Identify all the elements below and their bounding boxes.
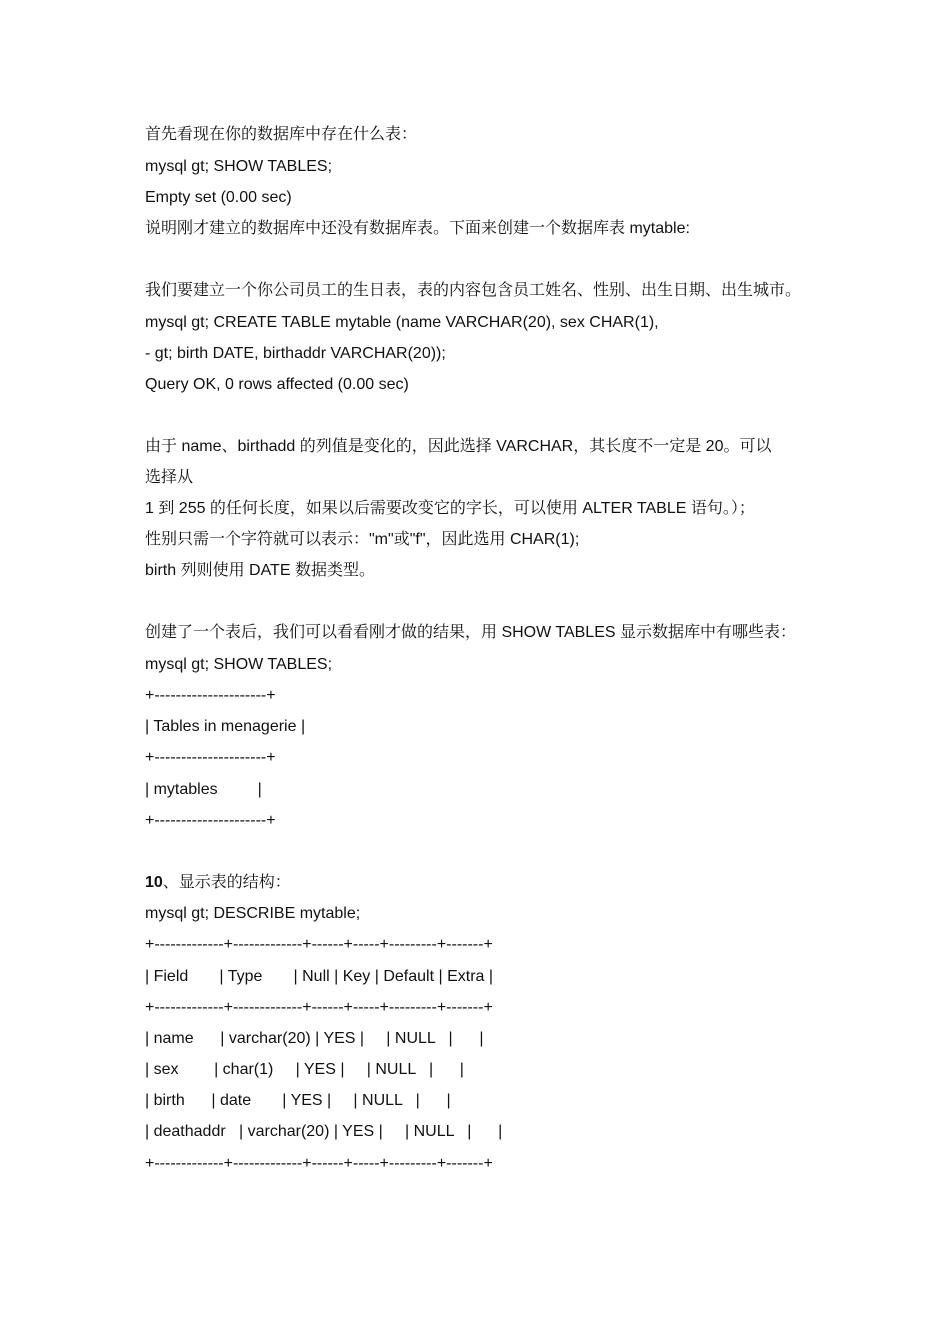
text-line: 性别只需一个字符就可以表示："m"或"f"，因此选用 CHAR(1); xyxy=(145,531,580,548)
code-line: mysql gt; SHOW TABLES; xyxy=(145,656,333,673)
text-line: 我们要建立一个你公司员工的生日表，表的内容包含员工姓名、性别、出生日期、出生城市。 xyxy=(145,282,802,299)
table-header-line: | Tables in menagerie | xyxy=(145,718,306,735)
text-line: 说明刚才建立的数据库中还没有数据库表。下面来创建一个数据库表 mytable: xyxy=(145,220,690,237)
table-border-line: +-------------+-------------+------+-----+---------+-------+ xyxy=(145,936,493,953)
code-line: mysql gt; SHOW TABLES; xyxy=(145,158,333,175)
table-row-line: | birth | date | YES | | NULL | | xyxy=(145,1092,451,1109)
code-line: mysql gt; CREATE TABLE mytable (name VARCHAR(20), sex CHAR(1), xyxy=(145,314,659,331)
section-heading xyxy=(145,873,865,893)
table-border-line: +-------------+-------------+------+-----+---------+-------+ xyxy=(145,999,493,1016)
table-border-line: +---------------------+ xyxy=(145,812,276,829)
table-header-line: | Field | Type | Null | Key | Default | Extra | xyxy=(145,968,494,985)
section-number: 10 xyxy=(145,874,163,891)
text-line: 创建了一个表后，我们可以看看刚才做的结果，用 SHOW TABLES 显示数据库中有哪些表： xyxy=(145,624,796,641)
table-row-line: | mytables | xyxy=(145,781,262,798)
code-line: mysql gt; DESCRIBE mytable; xyxy=(145,905,361,922)
code-line: Query OK, 0 rows affected (0.00 sec) xyxy=(145,376,409,393)
text-line: birth 列则使用 DATE 数据类型。 xyxy=(145,562,375,579)
table-row-line: | deathaddr | varchar(20) | YES | | NULL | | xyxy=(145,1123,503,1140)
table-row-line: | sex | char(1) | YES | | NULL | | xyxy=(145,1061,464,1078)
text-line: 由于 name、birthadd 的列值是变化的，因此选择 VARCHAR，其长度不一定是 20。可以 xyxy=(145,438,772,455)
table-border-line: +-------------+-------------+------+-----+---------+-------+ xyxy=(145,1155,493,1172)
table-border-line: +---------------------+ xyxy=(145,687,276,704)
section-title: 、显示表的结构： xyxy=(162,874,291,891)
table-row-line: | name | varchar(20) | YES | | NULL | | xyxy=(145,1030,484,1047)
table-border-line: +---------------------+ xyxy=(145,749,276,766)
text-line: 首先看现在你的数据库中存在什么表： xyxy=(145,126,418,143)
code-line: Empty set (0.00 sec) xyxy=(145,189,292,206)
code-line: - gt; birth DATE, birthaddr VARCHAR(20)); xyxy=(145,345,446,362)
text-line: 1 到 255 的任何长度，如果以后需要改变它的字长，可以使用 ALTER TABLE 语句。）； xyxy=(145,500,755,517)
text-line: 选择从 xyxy=(145,469,194,486)
